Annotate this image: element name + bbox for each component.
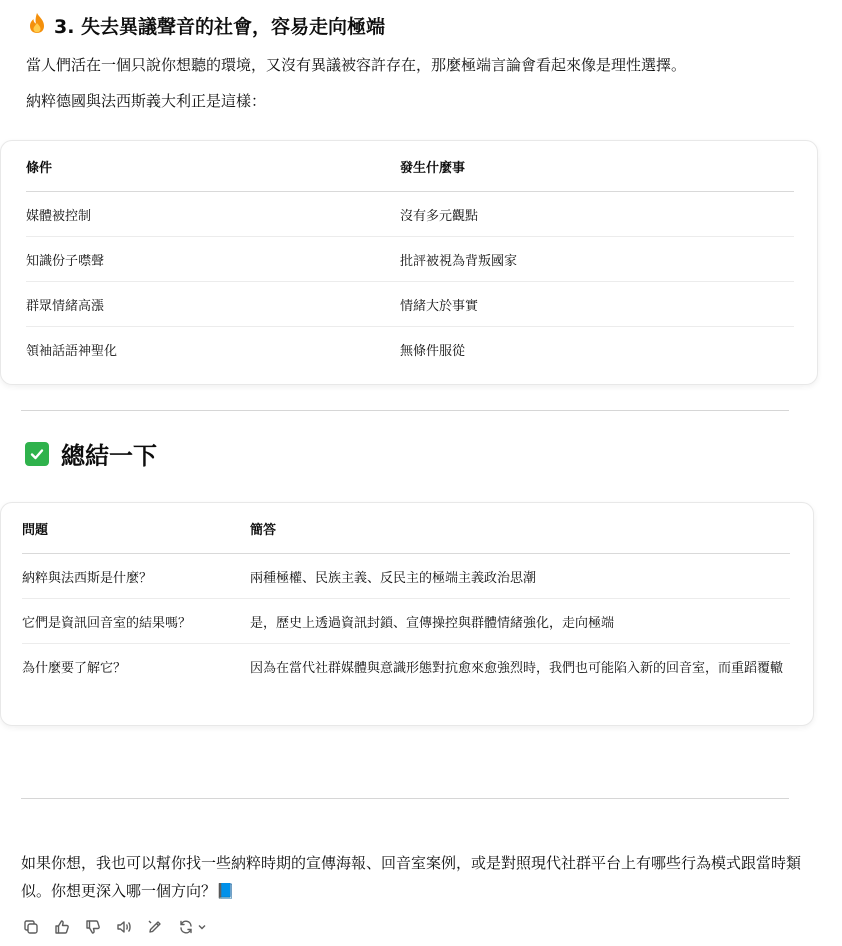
paragraph-intro: 當人們活在一個只說你想聽的環境，又沒有異議被容許存在，那麼極端言論會看起來像是理性選擇。	[26, 56, 687, 74]
table-row	[26, 282, 794, 327]
read-aloud-icon[interactable]	[115, 918, 133, 936]
conditions-table-card	[0, 140, 818, 385]
summary-table	[22, 503, 790, 711]
check-box-icon	[25, 442, 49, 466]
summary-heading	[25, 436, 157, 471]
copy-icon[interactable]	[22, 918, 40, 936]
column-header: 問題	[22, 503, 250, 554]
column-header: 發生什麼事	[400, 141, 794, 192]
table-row	[22, 644, 790, 712]
table-cell: 它們是資訊回音室的結果嗎？	[22, 599, 250, 644]
divider	[21, 410, 789, 411]
conditions-table	[26, 141, 794, 371]
table-cell: 知識份子噤聲	[26, 237, 400, 282]
table-cell: 批評被視為背叛國家	[400, 237, 794, 282]
regenerate-control[interactable]	[177, 917, 207, 936]
table-cell: 群眾情緒高漲	[26, 282, 400, 327]
table-row	[26, 237, 794, 282]
thumbs-down-icon[interactable]	[84, 918, 102, 936]
column-header: 條件	[26, 141, 400, 192]
table-header-row	[22, 503, 790, 554]
table-cell: 媒體被控制	[26, 192, 400, 237]
paragraph-lead: 納粹德國與法西斯義大利正是這樣：	[26, 92, 267, 110]
summary-table-card	[0, 502, 814, 726]
table-row	[26, 192, 794, 237]
table-cell: 領袖話語神聖化	[26, 343, 118, 359]
table-header-row	[26, 141, 794, 192]
table-cell: 因為在當代社群媒體與意識形態對抗愈來愈強烈時，我們也可能陷入新的回音室，而重蹈覆轍	[250, 661, 784, 676]
regenerate-icon[interactable]	[177, 918, 195, 936]
divider	[21, 798, 789, 799]
closing-paragraph: 如果你想，我也可以幫你找一些納粹時期的宣傳海報、回音室案例，或是對照現代社群平台上有哪些行為模式跟當時類似。你想更深入哪一個方向？📘	[21, 854, 802, 900]
table-cell: 是，歷史上透過資訊封鎖、宣傳操控與群體情緒強化，走向極端	[250, 599, 790, 644]
section-heading	[28, 12, 385, 39]
table-row	[26, 327, 794, 372]
table-row	[22, 554, 790, 599]
fire-icon	[28, 12, 46, 39]
edit-icon[interactable]	[146, 918, 164, 936]
table-cell: 沒有多元觀點	[400, 192, 794, 237]
thumbs-up-icon[interactable]	[53, 918, 71, 936]
section-title: 3. 失去異議聲音的社會，容易走向極端	[54, 16, 386, 38]
chevron-down-icon[interactable]	[197, 917, 207, 936]
table-cell: 兩種極權、民族主義、反民主的極端主義政治思潮	[250, 554, 790, 599]
table-cell: 情緒大於事實	[400, 282, 794, 327]
table-row	[22, 599, 790, 644]
table-cell: 為什麼要了解它？	[22, 661, 127, 676]
table-cell: 無條件服從	[400, 343, 466, 359]
message-action-toolbar	[22, 917, 207, 936]
summary-title: 總結一下	[61, 442, 157, 470]
table-cell: 納粹與法西斯是什麼？	[22, 554, 250, 599]
column-header: 簡答	[250, 503, 790, 554]
